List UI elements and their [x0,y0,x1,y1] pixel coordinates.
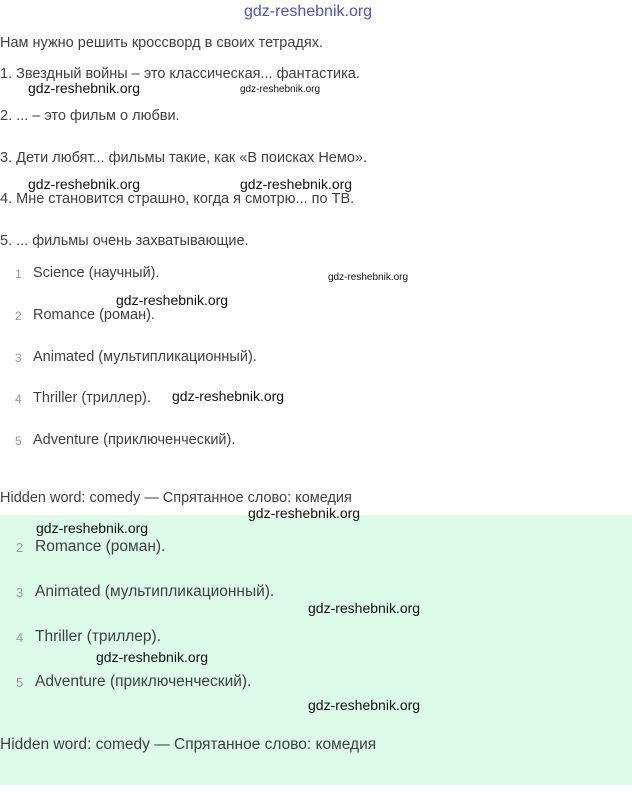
watermark: gdz-reshebnik.org [240,176,353,192]
watermark: gdz-reshebnik.org [172,388,285,404]
watermark: gdz-reshebnik.org [248,505,361,521]
watermark-top: gdz-reshebnik.org [244,3,373,20]
watermark: gdz-reshebnik.org [240,84,321,95]
answer-item: Science (научный). [33,265,160,281]
answer-number: 4 [15,392,22,406]
answer-item: Romance (роман). [33,307,155,323]
answer-number: 4 [16,630,24,645]
answer-item: Romance (роман). [35,538,166,555]
question-3: 3. Дети любят... фильмы такие, как «В поисках Немо». [0,150,367,166]
answer-item: Thriller (триллер). [33,390,151,406]
answer-number: 3 [15,351,22,365]
answer-item: Animated (мультипликационный). [33,349,257,365]
answer-item: Animated (мультипликационный). [35,583,275,600]
answer-number: 1 [15,267,22,281]
answer-number: 2 [16,540,24,555]
answer-number: 3 [16,585,24,600]
watermark: gdz-reshebnik.org [328,272,409,283]
hidden-word: Hidden word: comedy — Спрятанное слово: комедия [0,490,352,506]
question-2: 2. ... – это фильм о любви. [0,108,180,124]
answer-number: 5 [15,434,22,448]
answer-number: 2 [15,309,22,323]
question-4: 4. Мне становится страшно, когда я смотрю... по ТВ. [0,191,355,207]
watermark: gdz-reshebnik.org [36,520,149,536]
hidden-word-repeat: Hidden word: comedy — Спрятанное слово: комедия [0,736,377,753]
watermark: gdz-reshebnik.org [28,80,141,96]
watermark: gdz-reshebnik.org [308,697,421,713]
watermark: gdz-reshebnik.org [28,176,141,192]
watermark: gdz-reshebnik.org [308,600,421,616]
answer-item: Adventure (приключенческий). [35,673,252,690]
intro-text: Нам нужно решить кроссворд в своих тетрадях. [0,35,324,51]
watermark: gdz-reshebnik.org [116,292,229,308]
watermark: gdz-reshebnik.org [96,649,209,665]
answer-number: 5 [16,675,24,690]
answer-item: Adventure (приключенческий). [33,432,236,448]
question-1: 1. Звездный войны – это классическая... фантастика. [0,66,360,82]
answer-item: Thriller (триллер). [35,628,162,645]
question-5: 5. ... фильмы очень захватывающие. [0,233,249,249]
